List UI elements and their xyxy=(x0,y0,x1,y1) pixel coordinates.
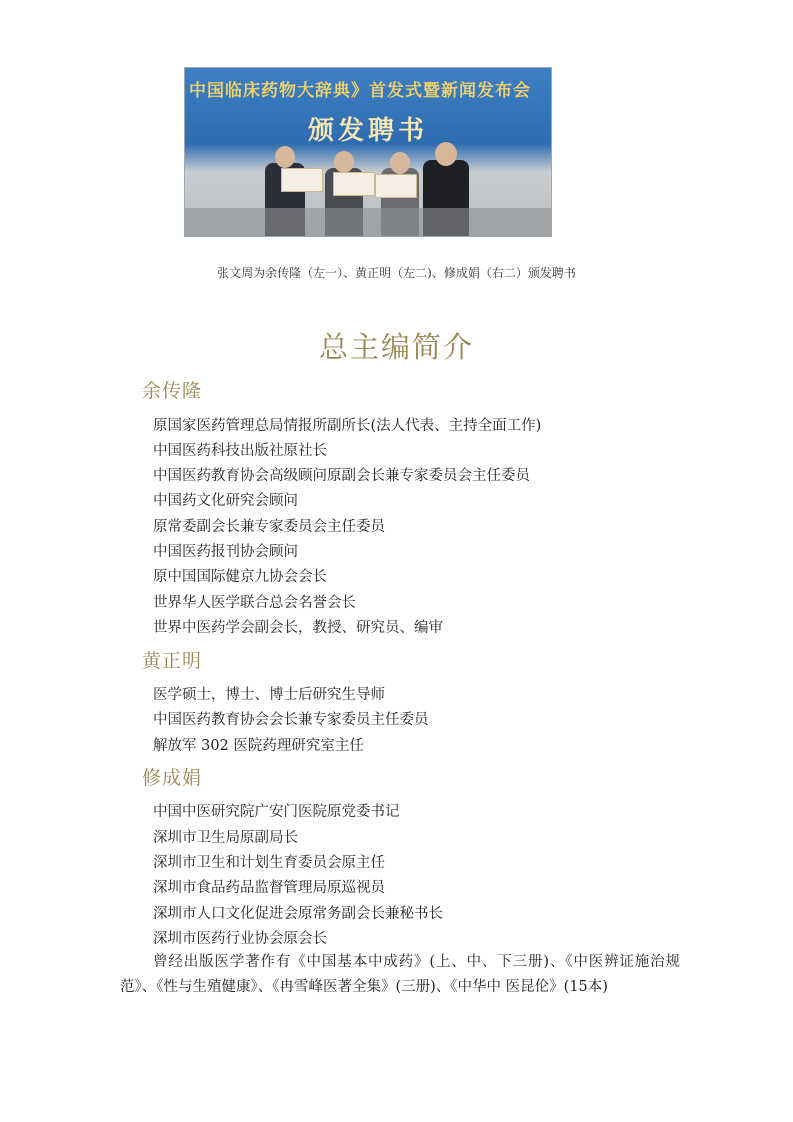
editor-title-line: 深圳市人口文化促进会原常务副会长兼秘书长 xyxy=(153,906,443,922)
editor-title-line: 原常委副会长兼专家委员会主任委员 xyxy=(153,519,385,535)
editor-title-line: 世界华人医学联合总会名誉会长 xyxy=(153,595,356,611)
editor-title-line: 中国医药教育协会高级顾问原副会长兼专家委员会主任委员 xyxy=(153,468,530,484)
editor-title-line: 世界中医药学会副会长，教授、研究员、编审 xyxy=(153,620,443,636)
editor-title-line: 深圳市卫生和计划生育委员会原主任 xyxy=(153,855,385,871)
editor-title-line: 中国医药报刊协会顾问 xyxy=(153,544,298,560)
photo-banner-line1: 中国临床药物大辞典》首发式暨新闻发布会 xyxy=(189,81,531,101)
editor-title-line: 原中国国际健京九协会会长 xyxy=(153,569,327,585)
photo-banner-line2: 颁发聘书 xyxy=(307,116,428,146)
editor-title-line: 解放军 302 医院药理研究室主任 xyxy=(153,738,364,754)
ceremony-photo xyxy=(184,67,552,237)
editor-title-line: 中国中医研究院广安门医院原党委书记 xyxy=(153,804,400,820)
editor-title-line: 深圳市食品药品监督管理局原巡视员 xyxy=(153,880,385,896)
section-title: 总主编简介 xyxy=(318,330,474,364)
editor-name: 修成娟 xyxy=(142,767,203,789)
editor-title-line: 深圳市卫生局原副局长 xyxy=(153,830,298,846)
editor-title-line: 中国医药教育协会会长兼专家委员主任委员 xyxy=(153,712,429,728)
person-head xyxy=(334,151,354,173)
publications-paragraph: 曾经出版医学著作有《中国基本中成药》(上、中、下三册)、《中医辨证施治规范》、《性与生殖健康》、《冉雪峰医著全集》(三册)、《中华中 医昆伦》(15本) xyxy=(120,954,680,995)
audience-row xyxy=(185,208,551,236)
certificate xyxy=(333,172,375,196)
person-head xyxy=(390,152,410,174)
person-head xyxy=(275,146,295,168)
editor-title-line: 深圳市医药行业协会原会长 xyxy=(153,931,327,947)
photo-caption: 张文周为余传隆（左一）、黄正明（左二)、修成娟（右二）颁发聘书 xyxy=(217,266,576,280)
certificate xyxy=(281,168,323,192)
editor-title-line: 医学硕士，博士、博士后研究生导师 xyxy=(153,687,385,703)
editor-title-line: 中国医药科技出版社原社长 xyxy=(153,443,327,459)
editor-title-line: 中国药文化研究会顾问 xyxy=(153,493,298,509)
certificate xyxy=(375,174,417,198)
person-head xyxy=(435,142,457,166)
editor-name: 黄正明 xyxy=(142,650,203,672)
editor-title-line: 原国家医药管理总局情报所副所长(法人代表、主持全面工作) xyxy=(153,418,542,434)
editor-name: 余传隆 xyxy=(142,380,203,402)
